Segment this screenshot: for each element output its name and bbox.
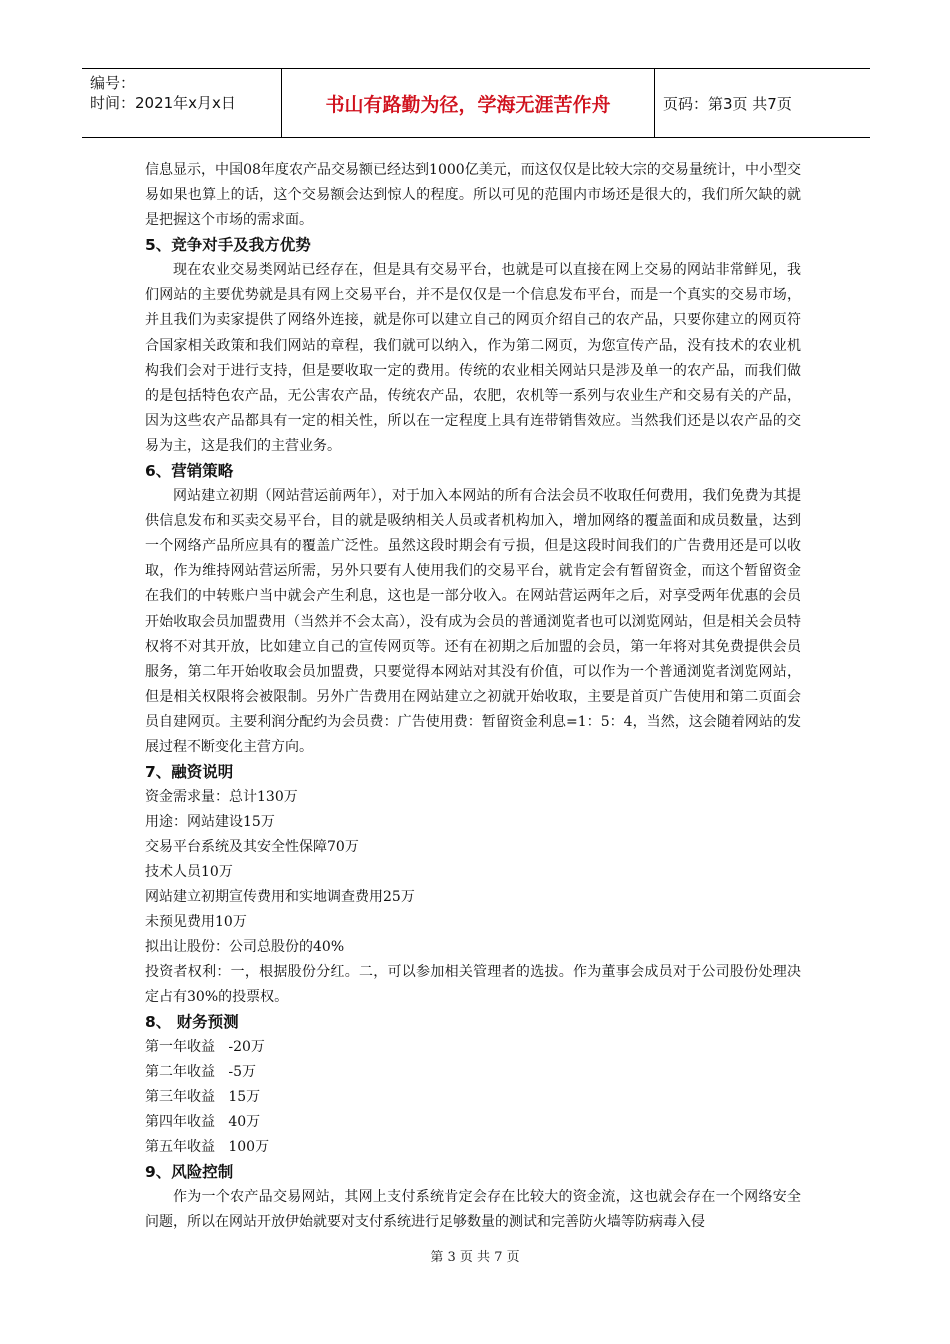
forecast-row: [145, 1085, 801, 1110]
forecast-value: -5万: [228, 1064, 256, 1081]
document-date: 时间：2021年x月x日: [90, 94, 236, 112]
financing-line: 未预见费用10万: [145, 914, 247, 931]
intro-paragraph: 信息显示，中国08年度农产品交易额已经达到1000亿美元，而这仅仅是比较大宗的交易量统计，中小型交易如果也算上的话，这个交易额会达到惊人的程度。所以可见的范围内市场还是很大的，我们所欠缺的就是把握这个市场的需求面。: [145, 162, 801, 229]
forecast-row: [145, 1110, 801, 1135]
financing-line: 资金需求量：总计130万: [145, 789, 298, 806]
forecast-value: 100万: [228, 1139, 270, 1156]
section-8-title: 8、 财务预测: [145, 1013, 239, 1032]
forecast-label: 第二年收益: [145, 1064, 215, 1081]
financing-line: 网站建立初期宣传费用和实地调查费用25万: [145, 889, 415, 906]
forecast-row: [145, 1135, 801, 1160]
section-6-body: 网站建立初期（网站营运前两年），对于加入本网站的所有合法会员不收取任何费用，我们免费为其提供信息发布和买卖交易平台，目的就是吸纳相关人员或者机构加入，增加网络的覆盖面和成员数量，达到一个网络产品所应具有的覆盖广泛性。虽然这段时期会有亏损，但是这段时间我们的广告费用还是可以收取，作为维持网站营运所需，另外只要有人使用我们的交易平台，就肯定会有暂留资金，而这个暂留资金在我们的中转账户当中就会产生利息，这也是一部分收入。在网站营运两年之后，对享受两年优惠的会员开始收取会员加盟费用（当然并不会太高），没有成为会员的普通浏览者也可以浏览网站，但是相关会员特权将不对其开放，比如建立自己的宣传网页等。还有在初期之后加盟的会员，第一年将对其免费提供会员服务，第二年开始收取会员加盟费，只要觉得本网站对其没有价值，可以作为一个普通浏览者浏览网站，但是相关权限将会被限制。另外广告费用在网站建立之初就开始收取，主要是首页广告使用和第二页面会员自建网页。主要利润分配约为会员费：广告使用费：暂留资金利息=1：5：4，当然，这会随着网站的发展过程不断变化主营方向。: [145, 488, 801, 755]
financing-line: 拟出让股份：公司总股份的40%: [145, 939, 345, 956]
forecast-label: 第五年收益: [145, 1139, 215, 1156]
header-meta: [82, 69, 282, 137]
section-6-title: 6、营销策略: [145, 462, 234, 481]
financing-line: 交易平台系统及其安全性保障70万: [145, 839, 359, 856]
section-9-body: 作为一个农产品交易网站，其网上支付系统肯定会存在比较大的资金流，这也就会存在一个网络安全问题，所以在网站开放伊始就要对支付系统进行足够数量的测试和完善防火墙等防病毒入侵: [145, 1189, 801, 1231]
document-number: 编号：: [90, 74, 136, 92]
forecast-label: 第三年收益: [145, 1089, 215, 1106]
document-body: [145, 158, 801, 1235]
page-footer: 第 3 页 共 7 页: [430, 1250, 520, 1265]
section-5-title: 5、竞争对手及我方优势: [145, 236, 311, 255]
section-9-title: 9、风险控制: [145, 1163, 234, 1182]
header-page-info: 页码：第3页 共7页: [663, 94, 792, 113]
forecast-value: 40万: [228, 1114, 261, 1131]
section-7-title: 7、融资说明: [145, 763, 234, 782]
forecast-label: 第一年收益: [145, 1039, 215, 1056]
page-header: [82, 68, 870, 138]
header-motto: 书山有路勤为径，学海无涯苦作舟: [282, 69, 655, 137]
forecast-row: [145, 1060, 801, 1085]
financing-line: 用途：网站建设15万: [145, 814, 275, 831]
forecast-value: 15万: [228, 1089, 261, 1106]
forecast-label: 第四年收益: [145, 1114, 215, 1131]
investor-rights: 投资者权利：一，根据股份分红。二，可以参加相关管理者的选拔。作为董事会成员对于公司股份处理决定占有30%的投票权。: [145, 964, 801, 1006]
forecast-row: [145, 1035, 801, 1060]
section-5-body: 现在农业交易类网站已经存在，但是具有交易平台，也就是可以直接在网上交易的网站非常鲜见，我们网站的主要优势就是具有网上交易平台，并不是仅仅是一个信息发布平台，而是一个真实的交易市场，并且我们为卖家提供了网络外连接，就是你可以建立自己的网页介绍自己的农产品，只要你建立的网页符合国家相关政策和我们网站的章程，我们就可以纳入，作为第二网页，为您宣传产品，没有技术的农业机构我们会对于进行支持，但是要收取一定的费用。传统的农业相关网站只是涉及单一的农产品，而我们做的是包括特色农产品，无公害农产品，传统农产品，农肥，农机等一系列与农业生产和交易有关的产品，因为这些农产品都具有一定的相关性，所以在一定程度上具有连带销售效应。当然我们还是以农产品的交易为主，这是我们的主营业务。: [145, 262, 801, 454]
financing-line: 技术人员10万: [145, 864, 233, 881]
forecast-value: -20万: [228, 1039, 265, 1056]
